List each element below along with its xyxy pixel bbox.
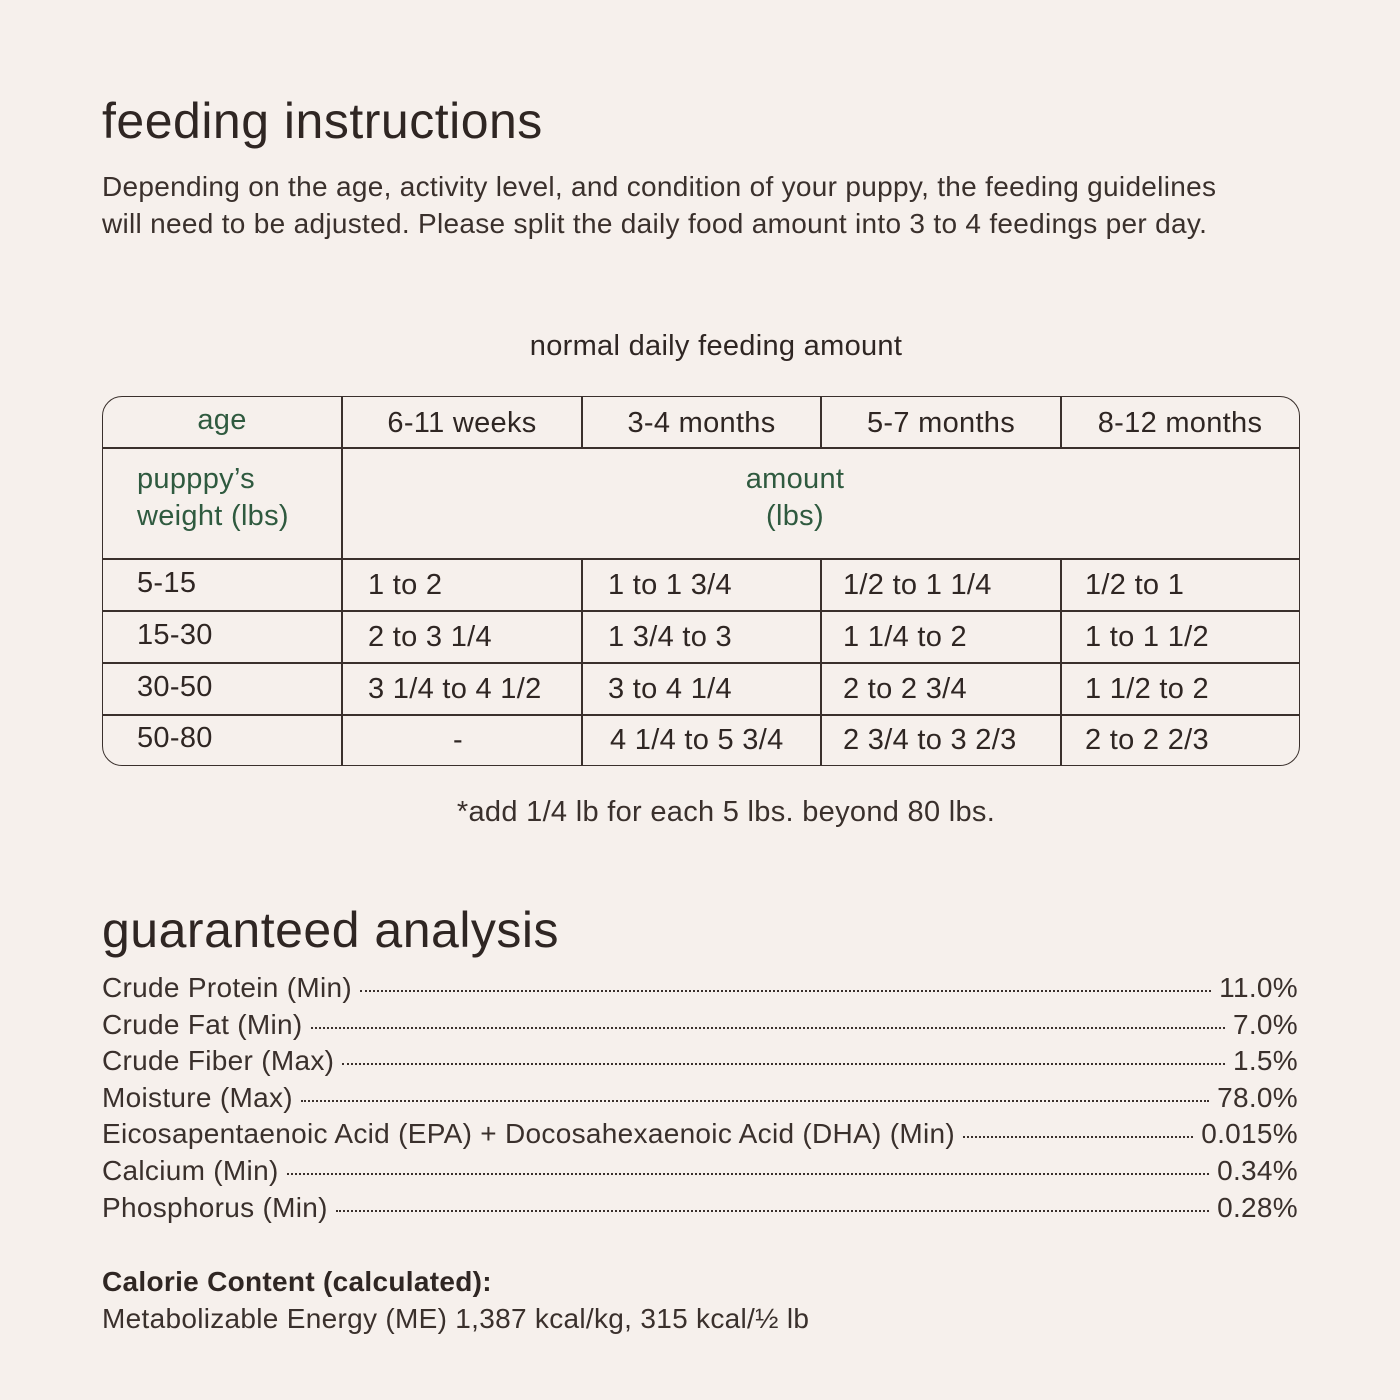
calorie-content-heading: Calorie Content (calculated): bbox=[102, 1266, 492, 1297]
analysis-list bbox=[102, 972, 1298, 1228]
nutrient-value: 0.34% bbox=[1217, 1154, 1298, 1186]
weight-cell: 30-50 bbox=[137, 671, 213, 703]
feeding-table bbox=[102, 396, 1300, 766]
age-column-header: 6-11 weeks bbox=[387, 407, 537, 439]
list-item bbox=[102, 1082, 1298, 1119]
calorie-content-text: Metabolizable Energy (ME) 1,387 kcal/kg, 315 kcal/½ lb bbox=[102, 1303, 810, 1334]
weight-cell: 50-80 bbox=[137, 722, 213, 754]
dot-leader bbox=[963, 1134, 1193, 1138]
amount-cell: 1 to 2 bbox=[368, 569, 443, 601]
weight-header-line2: weight (lbs) bbox=[137, 500, 289, 532]
nutrient-value: 0.015% bbox=[1201, 1118, 1298, 1150]
nutrient-value: 7.0% bbox=[1232, 1008, 1298, 1040]
nutrient-name: Calcium (Min) bbox=[102, 1154, 279, 1186]
list-item bbox=[102, 1192, 1298, 1229]
feeding-intro-text: Depending on the age, activity level, and condition of your puppy, the feeding guidelines will need to be adjusted. Please split the daily food amount into 3 to 4 feedings per day. bbox=[102, 171, 1217, 239]
nutrient-name: Moisture (Max) bbox=[102, 1081, 293, 1113]
age-column-header: 5-7 months bbox=[866, 407, 1016, 439]
weight-header-line1: pupppy’s bbox=[137, 463, 255, 495]
dot-leader bbox=[342, 1061, 1225, 1065]
dot-leader bbox=[287, 1171, 1210, 1175]
nutrient-value: 0.28% bbox=[1217, 1191, 1298, 1223]
nutrient-name: Crude Fat (Min) bbox=[102, 1008, 303, 1040]
dot-leader bbox=[311, 1025, 1225, 1029]
amount-cell: 1/2 to 1 bbox=[1085, 569, 1185, 601]
feeding-table-title: normal daily feeding amount bbox=[529, 330, 903, 362]
nutrient-value: 1.5% bbox=[1232, 1045, 1298, 1077]
list-item bbox=[102, 1045, 1298, 1082]
weight-cell: 15-30 bbox=[137, 619, 213, 651]
dot-leader bbox=[360, 988, 1211, 992]
amount-cell: 4 1/4 to 5 3/4 bbox=[610, 724, 784, 756]
list-item bbox=[102, 1155, 1298, 1192]
amount-cell: 1 to 1 3/4 bbox=[608, 569, 732, 601]
feeding-instructions-title: feeding instructions bbox=[102, 93, 543, 149]
amount-cell: 3 1/4 to 4 1/2 bbox=[368, 673, 542, 705]
nutrient-value: 11.0% bbox=[1219, 972, 1298, 1003]
list-item bbox=[102, 1009, 1298, 1046]
amount-cell: 3 to 4 1/4 bbox=[608, 673, 732, 705]
amount-cell: 1 3/4 to 3 bbox=[608, 621, 732, 653]
amount-cell: 2 to 3 1/4 bbox=[368, 621, 492, 653]
amount-cell: 2 to 2 2/3 bbox=[1085, 724, 1209, 756]
amount-cell: 2 to 2 3/4 bbox=[843, 673, 967, 705]
guaranteed-analysis-title: guaranteed analysis bbox=[102, 902, 560, 958]
amount-header-line2: (lbs) bbox=[766, 500, 824, 532]
nutrient-name: Crude Fiber (Max) bbox=[102, 1045, 335, 1077]
age-header: age bbox=[197, 404, 247, 436]
list-item bbox=[102, 1118, 1298, 1155]
age-column-header: 8-12 months bbox=[1097, 407, 1263, 439]
amount-cell: 1 1/4 to 2 bbox=[843, 621, 967, 653]
amount-cell: - bbox=[453, 724, 463, 756]
amount-cell: 1/2 to 1 1/4 bbox=[843, 569, 992, 601]
nutrient-name: Phosphorus (Min) bbox=[102, 1191, 328, 1223]
nutrient-value: 78.0% bbox=[1217, 1081, 1298, 1113]
weight-cell: 5-15 bbox=[137, 567, 197, 599]
feeding-footnote: *add 1/4 lb for each 5 lbs. beyond 80 lbs. bbox=[456, 796, 996, 828]
nutrient-name: Crude Protein (Min) bbox=[102, 972, 353, 1003]
dot-leader bbox=[301, 1098, 1209, 1102]
dot-leader bbox=[336, 1208, 1209, 1212]
nutrient-name: Eicosapentaenoic Acid (EPA) + Docosahexaenoic Acid (DHA) (Min) bbox=[102, 1118, 956, 1150]
amount-cell: 1 1/2 to 2 bbox=[1085, 673, 1209, 705]
list-item bbox=[102, 972, 1298, 1009]
amount-cell: 2 3/4 to 3 2/3 bbox=[843, 724, 1017, 756]
amount-header-line1: amount bbox=[745, 463, 845, 495]
amount-cell: 1 to 1 1/2 bbox=[1085, 621, 1209, 653]
age-column-header: 3-4 months bbox=[627, 407, 776, 439]
